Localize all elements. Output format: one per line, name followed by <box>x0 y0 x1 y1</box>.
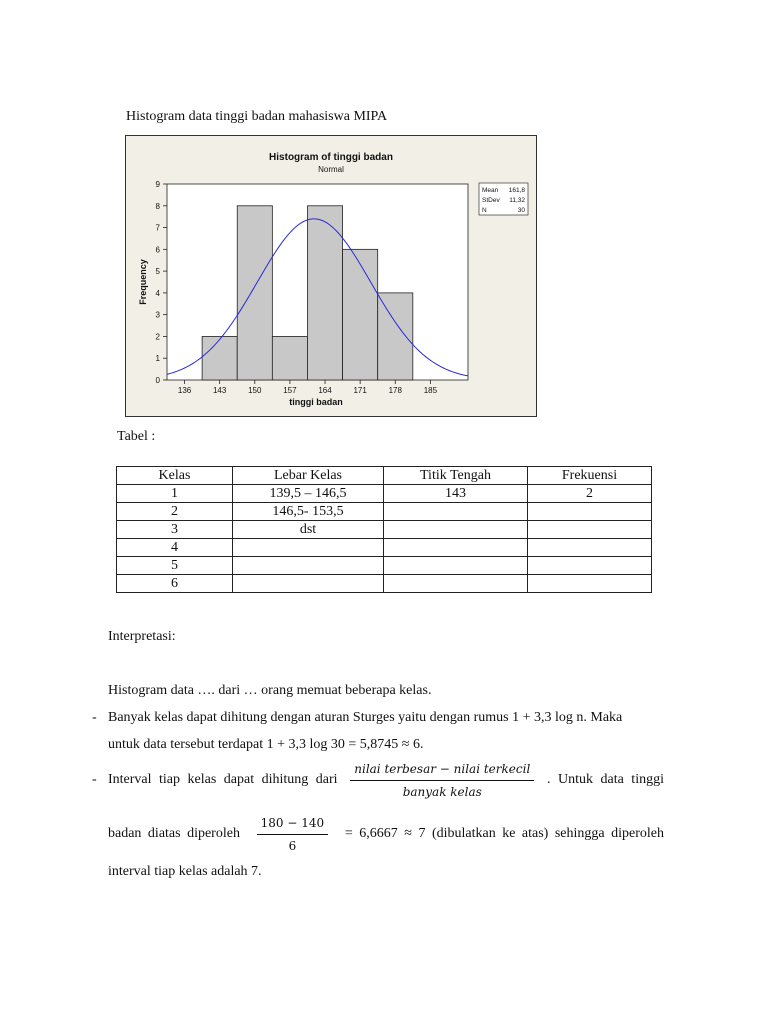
calc-text-pre: badan diatas diperoleh <box>108 826 240 841</box>
x-tick-label: 171 <box>353 386 367 395</box>
cell-titik <box>384 557 528 575</box>
histogram-bar <box>272 336 307 380</box>
header-lebar-kelas: Lebar Kelas <box>233 467 384 485</box>
x-tick-label: 164 <box>318 386 332 395</box>
interval-fraction <box>350 760 534 801</box>
y-tick-label: 7 <box>155 223 160 233</box>
cell-kelas: 6 <box>117 575 233 593</box>
x-tick-label: 136 <box>177 386 192 395</box>
x-tick-label: 157 <box>283 386 297 395</box>
interpretasi-heading: Interpretasi: <box>108 629 176 644</box>
histogram-svg <box>126 136 538 418</box>
table-row <box>117 503 652 521</box>
fraction-denominator: banyak kelas <box>402 784 482 799</box>
header-kelas: Kelas <box>117 467 233 485</box>
table-row <box>117 521 652 539</box>
y-tick-label: 4 <box>155 288 160 298</box>
header-frekuensi: Frekuensi <box>528 467 652 485</box>
cell-kelas: 3 <box>117 521 233 539</box>
calc-fraction-numerator: 180 − 140 <box>257 814 329 835</box>
calc-line <box>108 814 664 854</box>
table-header-row <box>117 467 652 485</box>
cell-lebar: 146,5- 153,5 <box>233 503 384 521</box>
calc-text-post: = 6,6667 ≈ 7 (dibulatkan ke atas) sehingga diperoleh <box>344 826 664 841</box>
cell-lebar <box>233 557 384 575</box>
cell-frek <box>528 575 652 593</box>
header-titik-tengah: Titik Tengah <box>384 467 528 485</box>
histogram-bar <box>237 206 272 380</box>
histogram-bar <box>343 249 378 380</box>
interval-conclusion: interval tiap kelas adalah 7. <box>108 864 262 879</box>
stats-value: 161,8 <box>508 187 525 194</box>
cell-titik <box>384 539 528 557</box>
y-tick-label: 5 <box>155 267 160 277</box>
histogram-chart <box>125 135 537 417</box>
bullet-mark-1: - <box>92 710 97 725</box>
y-tick-label: 2 <box>155 332 160 342</box>
stats-value: 30 <box>517 207 525 214</box>
x-tick-label: 143 <box>212 386 227 395</box>
cell-lebar: dst <box>233 521 384 539</box>
y-axis-label: Frequency <box>138 259 148 305</box>
y-tick-label: 9 <box>155 180 160 189</box>
cell-titik <box>384 521 528 539</box>
y-tick-label: 6 <box>155 245 160 255</box>
sturges-line-1: Banyak kelas dapat dihitung dengan aturan Sturges yaitu dengan rumus 1 + 3,3 log n. Maka <box>108 710 623 725</box>
x-tick-label: 150 <box>248 386 262 395</box>
histogram-bar <box>378 293 413 380</box>
cell-frek <box>528 539 652 557</box>
x-tick-label: 178 <box>388 386 402 395</box>
x-tick-label: 185 <box>423 386 438 395</box>
calc-fraction <box>257 814 329 855</box>
cell-frek <box>528 557 652 575</box>
y-tick-label: 8 <box>155 201 160 211</box>
stats-value: 11,32 <box>509 197 525 204</box>
cell-lebar <box>233 539 384 557</box>
cell-kelas: 4 <box>117 539 233 557</box>
interval-text-pre: Interval tiap kelas dapat dihitung dari <box>108 772 338 787</box>
calc-fraction-denominator: 6 <box>288 838 297 853</box>
kelas-table <box>116 466 652 593</box>
table-row <box>117 485 652 503</box>
cell-titik <box>384 575 528 593</box>
cell-frek <box>528 503 652 521</box>
y-tick-label: 1 <box>155 354 160 364</box>
sturges-line-2: untuk data tersebut terdapat 1 + 3,3 log 30 = 5,8745 ≈ 6. <box>108 737 424 752</box>
cell-frek: 2 <box>528 485 652 503</box>
histogram-bar <box>202 336 237 380</box>
x-axis-label: tinggi badan <box>289 397 343 407</box>
y-tick-label: 0 <box>155 376 160 385</box>
chart-caption: Histogram data tinggi badan mahasiswa MIPA <box>126 109 388 124</box>
table-row <box>117 575 652 593</box>
table-row <box>117 557 652 575</box>
bullet-mark-2: - <box>92 772 97 787</box>
interpretasi-line-1: Histogram data …. dari … orang memuat beberapa kelas. <box>108 683 432 698</box>
cell-kelas: 5 <box>117 557 233 575</box>
cell-lebar <box>233 575 384 593</box>
chart-title: Histogram of tinggi badan <box>269 152 393 163</box>
cell-titik: 143 <box>384 485 528 503</box>
cell-kelas: 2 <box>117 503 233 521</box>
stats-label: N <box>482 207 487 214</box>
cell-frek <box>528 521 652 539</box>
chart-subtitle: Normal <box>318 165 344 174</box>
cell-lebar: 139,5 – 146,5 <box>233 485 384 503</box>
stats-label: Mean <box>482 187 499 194</box>
cell-titik <box>384 503 528 521</box>
fraction-numerator: nilai terbesar − nilai terkecil <box>350 760 534 781</box>
interval-formula-line <box>108 760 664 800</box>
table-row <box>117 539 652 557</box>
tabel-label: Tabel : <box>117 429 156 444</box>
cell-kelas: 1 <box>117 485 233 503</box>
y-tick-label: 3 <box>155 310 160 320</box>
interval-text-post: . Untuk data tinggi <box>546 772 664 787</box>
stats-label: StDev <box>482 197 500 204</box>
